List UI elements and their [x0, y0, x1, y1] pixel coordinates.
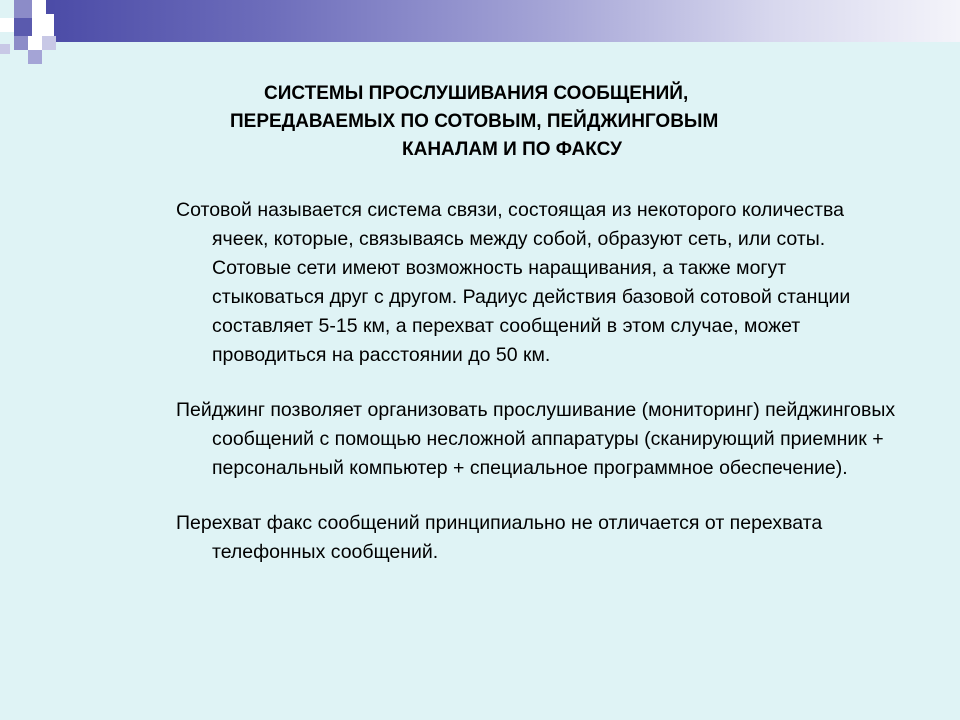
deco-square	[14, 18, 32, 36]
slide-title	[150, 80, 920, 164]
deco-square	[32, 0, 46, 14]
deco-square	[14, 0, 32, 18]
deco-square	[32, 14, 54, 36]
title-line: СИСТЕМЫ ПРОСЛУШИВАНИЯ СООБЩЕНИЙ,	[264, 83, 689, 104]
corner-squares-decoration	[0, 0, 80, 64]
deco-square	[0, 44, 10, 54]
paragraph-paging: Пейджинг позволяет организовать прослушивание (мониторинг) пейджинговых сообщений с помощью несложной аппаратуры (сканирующий приемник + персональный компьютер + специальное программное обеспечение).	[176, 399, 896, 479]
title-line: КАНАЛАМ И ПО ФАКСУ	[402, 139, 622, 160]
deco-square	[28, 36, 42, 50]
paragraph-cellular: Сотовой называется система связи, состоящая из некоторого количества ячеек, которые, связываясь между собой, образуют сеть, или соты. Сотовые сети имеют возможность наращивания, а также могут стыковаться друг с другом. Радиус действия базовой сотовой станции составляет 5-15 км, а перехват сообщений в этом случае, может проводиться на расстоянии до 50 км.	[176, 199, 851, 366]
header-gradient-bar	[38, 0, 960, 42]
title-line: ПЕРЕДАВАЕМЫХ ПО СОТОВЫМ, ПЕЙДЖИНГОВЫМ	[230, 111, 719, 132]
deco-square	[14, 36, 28, 50]
slide-body	[176, 196, 896, 567]
deco-square	[28, 50, 42, 64]
deco-square	[42, 36, 56, 50]
paragraph-fax: Перехват факс сообщений принципиально не отличается от перехвата телефонных сообщений.	[176, 512, 823, 563]
deco-square	[0, 18, 14, 32]
